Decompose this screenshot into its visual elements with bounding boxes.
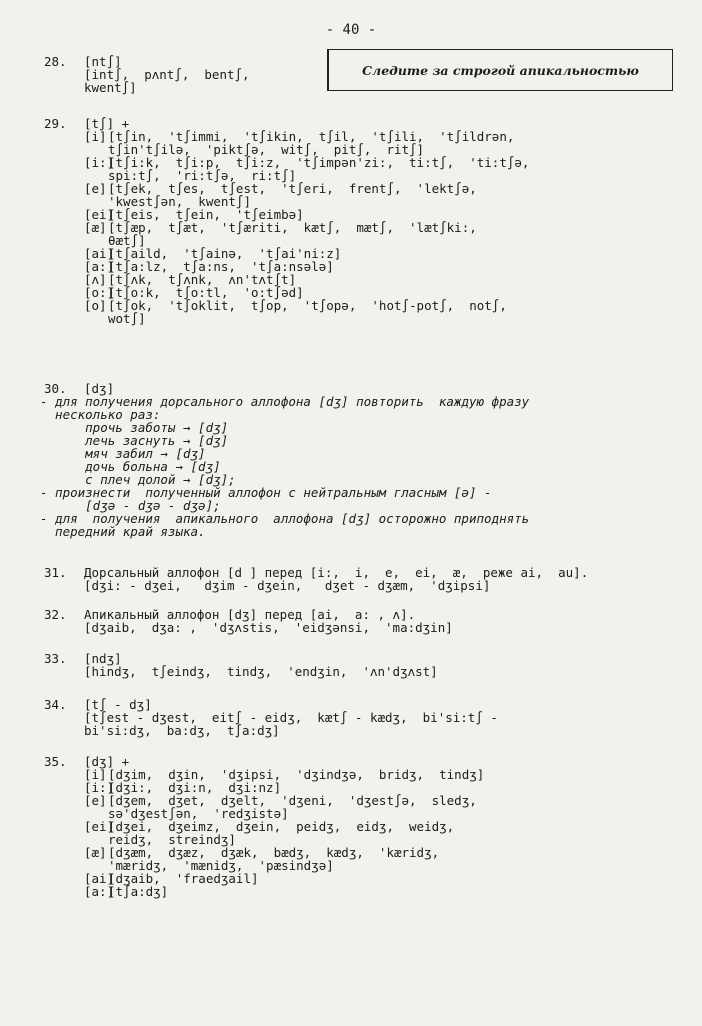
vowel-row	[84, 885, 680, 898]
exercise-number: 34.	[44, 697, 67, 712]
vowel-label: [i:]	[84, 155, 115, 170]
exercise-number: 35.	[44, 754, 67, 769]
exercise-number: 28.	[44, 54, 67, 69]
exercise-line: kwent∫]	[84, 80, 137, 95]
vowel-label: [a:]	[84, 884, 115, 899]
exercise-33: 33. [ndʒ] [hindʒ, t∫eindʒ, tindʒ, 'endʒin, 'ʌn'dʒʌst]	[44, 651, 438, 679]
vowel-label: [ei]	[84, 819, 115, 834]
vowel-words: [t∫in, 't∫immi, 't∫ikin, t∫il, 't∫ili, 't∫ildrən, t∫in't∫ilə, 'pikt∫ə, wit∫, pit∫, rit∫]	[108, 129, 515, 157]
vowel-words: [t∫a:dʒ]	[108, 884, 169, 899]
vowel-label: [ʌ]	[84, 272, 107, 287]
vowel-row	[84, 794, 680, 820]
exercise-35	[44, 755, 680, 898]
vowel-words: [t∫æp, t∫æt, 't∫æriti, kæt∫, mæt∫, 'læt∫ki:, θæt∫]	[108, 220, 477, 248]
vowel-row	[84, 846, 680, 872]
vowel-words: [dʒei, dʒeimz, dʒein, peidʒ, eidʒ, weidʒ, reidʒ, streindʒ]	[108, 819, 455, 847]
vowel-words: [t∫ek, t∫es, t∫est, 't∫eri, frent∫, 'lekt∫ə, 'kwest∫ən, kwent∫]	[108, 181, 477, 209]
vowel-label: [ai]	[84, 246, 115, 261]
vowel-words: [dʒem, dʒet, dʒelt, 'dʒeni, 'dʒest∫ə, sledʒ, sə'dʒest∫ən, 'redʒistə]	[108, 793, 477, 821]
exercise-28	[44, 55, 680, 94]
exercise-number: 31.	[44, 565, 67, 580]
exercise-29	[44, 117, 680, 325]
vowel-label: [æ]	[84, 845, 107, 860]
vowel-label: [i]	[84, 129, 107, 144]
vowel-words: [t∫ok, 't∫oklit, t∫op, 't∫opə, 'hot∫-pot∫, not∫, wot∫]	[108, 298, 507, 326]
vowel-words: [dʒim, dʒin, 'dʒipsi, 'dʒindʒə, bridʒ, tindʒ]	[108, 767, 485, 782]
vowel-words: [t∫aild, 't∫ainə, 't∫ai'ni:z]	[108, 246, 342, 261]
vowel-words: [dʒi:, dʒi:n, dʒi:nz]	[108, 780, 282, 795]
vowel-words: [t∫o:k, t∫o:tl, 'o:t∫əd]	[108, 285, 304, 300]
page-number: - 40 -	[325, 22, 377, 38]
vowel-label: [ei]	[84, 207, 115, 222]
vowel-row	[84, 820, 680, 846]
vowel-label: [e]	[84, 181, 107, 196]
exercise-line: [int∫, pʌnt∫, bent∫,	[84, 67, 250, 82]
exercise-number: 29.	[44, 116, 67, 131]
vowel-row	[84, 221, 680, 247]
exercise-30	[40, 381, 680, 539]
vowel-label: [ai]	[84, 871, 115, 886]
vowel-row	[84, 156, 680, 182]
vowel-label: [i:]	[84, 780, 115, 795]
vowel-label: [e]	[84, 793, 107, 808]
exercise-34: 34. [t∫ - dʒ] [t∫est - dʒest, eit∫ - eidʒ, kæt∫ - kædʒ, bi'si:t∫ - bi'si:dʒ, ba:dʒ, t∫a:dʒ]	[44, 697, 498, 738]
vowel-words: [t∫a:lz, t∫a:ns, 't∫a:nsələ]	[108, 259, 334, 274]
vowel-row	[84, 182, 680, 208]
exercise-31: 31. Дорсальный аллофон [d ] перед [i:, i, e, ei, æ, реже ai, au]. [dʒi: - dʒei, dʒim - dʒein, dʒet - dʒæm, 'dʒipsi]	[44, 565, 589, 593]
vowel-label: [o:]	[84, 285, 115, 300]
vowel-words: [t∫ʌk, t∫ʌnk, ʌn'tʌt∫t]	[108, 272, 297, 287]
exercise-32: 32. Апикальный аллофон [dʒ] перед [ai, a: , ʌ]. [dʒaib, dʒa: , 'dʒʌstis, 'eidʒənsi, 'ma:dʒin]	[44, 607, 453, 635]
vowel-label: [a:]	[84, 259, 115, 274]
exercise-heading: [dʒ]	[84, 381, 115, 396]
vowel-row	[84, 872, 680, 885]
exercise-number: 32.	[44, 607, 67, 622]
vowel-label: [o]	[84, 298, 107, 313]
note-box: Следите за строгой апикальностью	[327, 49, 673, 91]
exercise-heading: [t∫] +	[84, 116, 130, 131]
vowel-label: [æ]	[84, 220, 107, 235]
exercise-number: 30.	[44, 381, 67, 396]
vowel-words: [dʒæm, dʒæz, dʒæk, bædʒ, kædʒ, 'kæridʒ, 'mæridʒ, 'mænidʒ, 'pæsindʒə]	[108, 845, 440, 873]
exercise-number: 33.	[44, 651, 67, 666]
vowel-words: [t∫i:k, t∫i:p, t∫i:z, 't∫impən'zi:, ti:t∫, 'ti:t∫ə, spi:t∫, 'ri:t∫ə, ri:t∫]	[108, 155, 530, 183]
vowel-row	[84, 130, 680, 156]
vowel-words: [dʒaib, 'fraedʒail]	[108, 871, 259, 886]
exercise-heading: [dʒ] +	[84, 754, 130, 769]
vowel-words: [t∫eis, t∫ein, 't∫eimbə]	[108, 207, 304, 222]
vowel-row	[84, 299, 680, 325]
exercise-line: [nt∫]	[84, 54, 122, 69]
vowel-label: [i]	[84, 767, 107, 782]
instructions: - для получения дорсального аллофона [dʒ] повторить каждую фразу несколько раз: прочь заботы → [dʒ] лечь заснуть → [dʒ] мяч забил → [dʒ] дочь больна → [dʒ] с плеч долой → [dʒ]; - произнести полученный аллофон с нейтральным гласным [ə] - [dʒə - dʒə - dʒə]; - для получения апикального аллофона [dʒ] осторожно приподнять передний край языка.	[40, 394, 530, 539]
